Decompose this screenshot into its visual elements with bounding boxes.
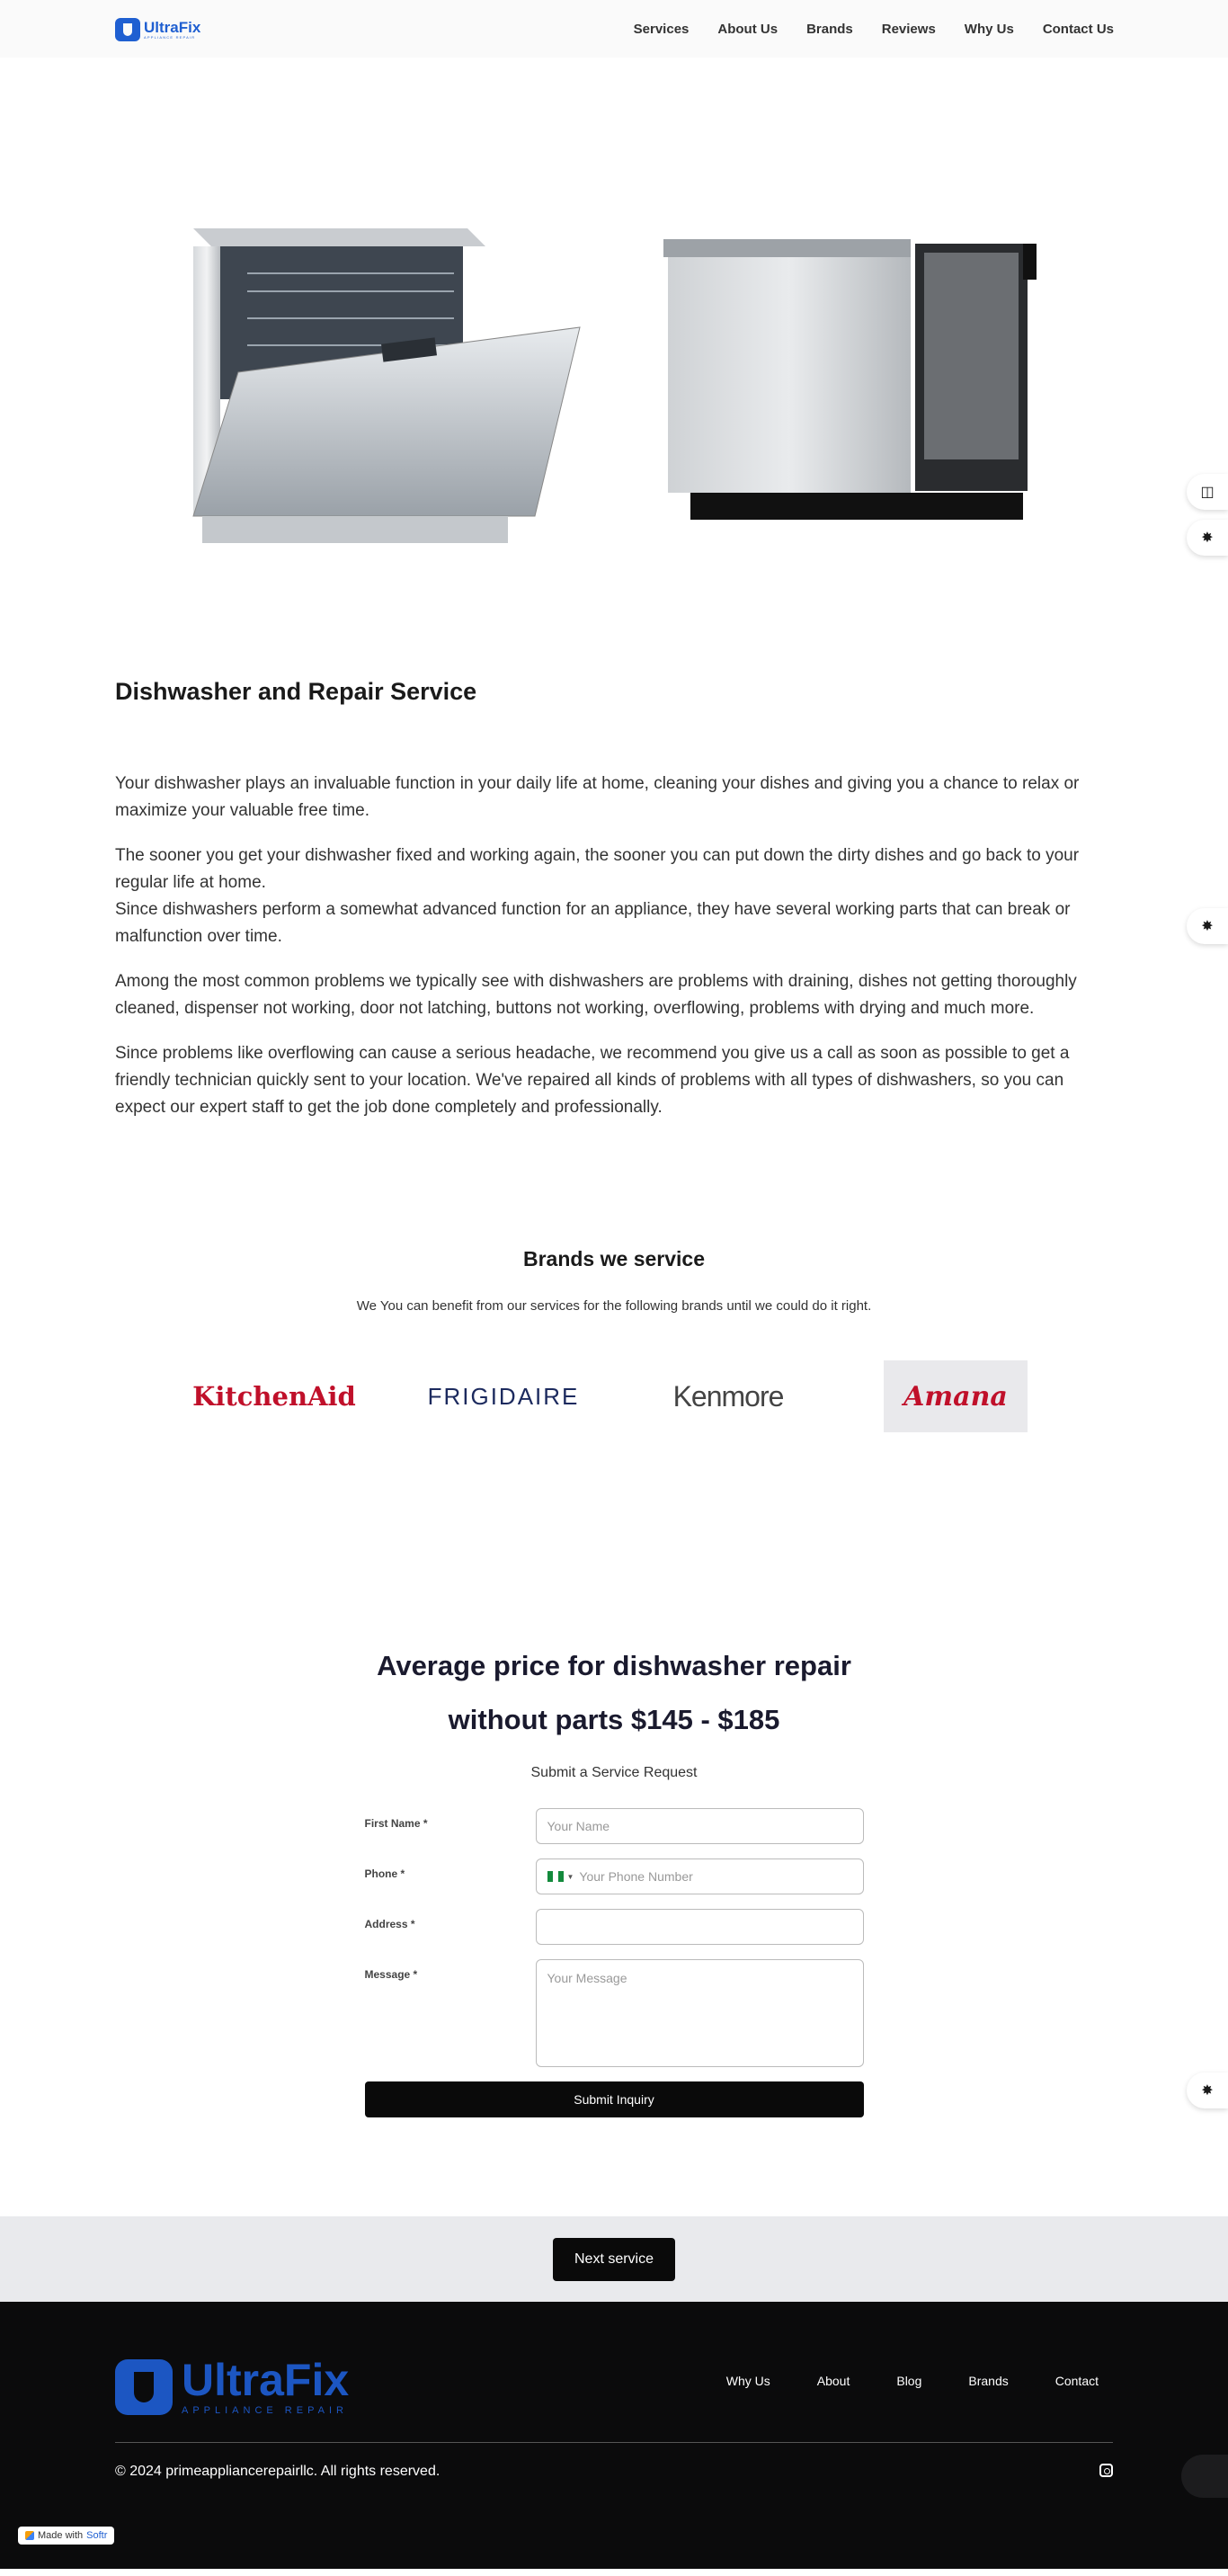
price-heading-line1: Average price for dishwasher repair xyxy=(377,1650,851,1681)
chevron-down-icon[interactable]: ▼ xyxy=(566,1872,574,1881)
brands-subheading: We You can benefit from our services for the following brands until we could do it right. xyxy=(356,1298,872,1314)
address-field[interactable] xyxy=(536,1909,864,1945)
brain-icon: ✸ xyxy=(1201,2083,1214,2099)
footer-divider xyxy=(115,2442,1113,2443)
footer-logo[interactable] xyxy=(115,2355,350,2416)
nav-services[interactable]: Services xyxy=(633,22,690,37)
logo-name: UltraFix xyxy=(144,19,201,36)
paragraph: Since problems like overflowing can cause a serious headache, we recommend you give us a call as soon as possible to get a friendly technician quickly sent to your location. We've repaired all kinds of problems with all types of dishwashers, so you can expect our expert staff to get the job done completely and professionally. xyxy=(115,1044,1070,1117)
next-service-band xyxy=(0,2216,1228,2302)
badge-made-text: Made with xyxy=(38,2530,84,2541)
nav-about-us[interactable]: About Us xyxy=(717,22,779,37)
kitchenaid-logo: KitchenAid xyxy=(192,1381,356,1412)
next-service-button[interactable]: Next service xyxy=(553,2238,675,2281)
brands-heading: Brands we service xyxy=(522,1247,705,1270)
site-logo[interactable] xyxy=(115,18,200,41)
first-name-placeholder: Your Name xyxy=(547,1819,610,1833)
footer-nav-why-us[interactable]: Why Us xyxy=(725,2374,770,2388)
dishwasher-open-image xyxy=(184,219,584,552)
footer-logo-name: UltraFix xyxy=(182,2355,350,2405)
paragraph: Since dishwashers perform a somewhat advanced function for an appliance, they have several working parts that can break or malfunction over time. xyxy=(115,900,1071,946)
service-request-form xyxy=(365,1808,864,2117)
request-title: Submit a Service Request xyxy=(530,1765,698,1780)
nav-reviews[interactable]: Reviews xyxy=(881,22,936,37)
paragraph: Among the most common problems we typically see with dishwashers are problems with draining, dishes not getting thoroughly cleaned, dispenser not working, door not latching, buttons not working, overflowing, problems with drying and much more. xyxy=(115,972,1077,1018)
brain-icon: ✸ xyxy=(1201,919,1214,934)
main-nav xyxy=(634,22,1114,37)
book-icon: ◫ xyxy=(1200,485,1215,500)
phone-label: Phone * xyxy=(364,1867,405,1880)
ai-widget-2[interactable] xyxy=(1187,908,1228,944)
copyright-text: © 2024 primeappliancerepairllc. All rights reserved. xyxy=(115,2464,440,2479)
nav-why-us[interactable]: Why Us xyxy=(964,22,1014,37)
main-content xyxy=(0,678,1228,1121)
paragraph: Your dishwasher plays an invaluable function in your daily life at home, cleaning your dishes and giving you a chance to relax or maximize your valuable free time. xyxy=(115,774,1080,820)
price-heading-line2: without parts $145 - $185 xyxy=(448,1704,780,1735)
first-name-label: First Name * xyxy=(364,1817,428,1830)
logo-mark-icon xyxy=(115,2359,173,2415)
footer-nav-blog[interactable]: Blog xyxy=(896,2374,922,2388)
nav-brands[interactable]: Brands xyxy=(806,22,853,37)
logo-tagline: APPLIANCE REPAIR xyxy=(144,35,196,40)
frigidaire-logo: FRIGIDAIRE xyxy=(427,1382,580,1410)
hero-images xyxy=(0,58,1228,561)
page-title: Dishwasher and Repair Service xyxy=(115,678,477,705)
first-name-field[interactable] xyxy=(536,1808,864,1844)
badge-brand-text: Softr xyxy=(86,2530,108,2541)
widget-ghost-2 xyxy=(1187,1641,1228,1677)
brain-icon: ✸ xyxy=(1201,530,1214,546)
message-label: Message * xyxy=(364,1968,418,1981)
made-with-softr-badge[interactable] xyxy=(18,2527,114,2545)
address-label: Address * xyxy=(364,1918,415,1930)
logo-mark-icon xyxy=(115,18,140,41)
message-field[interactable] xyxy=(536,1959,864,2067)
nigeria-flag-icon[interactable] xyxy=(547,1871,564,1882)
amana-logo: Amana xyxy=(884,1360,1028,1432)
footer-nav-about[interactable]: About xyxy=(816,2374,850,2388)
pricing-section xyxy=(0,1639,1228,2117)
phone-field[interactable] xyxy=(536,1858,864,1894)
nav-contact-us[interactable]: Contact Us xyxy=(1042,22,1114,37)
submit-inquiry-button[interactable]: Submit Inquiry xyxy=(365,2081,864,2117)
footer-nav-brands[interactable]: Brands xyxy=(968,2374,1009,2388)
footer-nav xyxy=(726,2374,1099,2388)
site-header xyxy=(0,0,1228,58)
brand-logos xyxy=(0,1360,1228,1432)
phone-placeholder: Your Phone Number xyxy=(579,1869,693,1884)
widget-ghost xyxy=(1187,1297,1228,1333)
site-footer xyxy=(0,2302,1228,2569)
instagram-icon[interactable] xyxy=(1099,2464,1113,2477)
footer-nav-contact[interactable]: Contact xyxy=(1054,2374,1099,2388)
footer-logo-tagline: APPLIANCE REPAIR xyxy=(182,2405,348,2416)
ai-widget-3[interactable] xyxy=(1187,2072,1228,2108)
kenmore-logo: Kenmore xyxy=(672,1379,784,1413)
widget-ghost-3 xyxy=(1187,1686,1228,1722)
softr-logo-icon xyxy=(25,2531,34,2540)
paragraph: The sooner you get your dishwasher fixed and working again, the sooner you can put down the dirty dishes and go back to your regular life at home. xyxy=(115,846,1080,892)
dishwasher-side-image xyxy=(663,239,1041,525)
description xyxy=(115,771,1113,1121)
chat-widget[interactable] xyxy=(1181,2455,1228,2498)
brands-section xyxy=(0,1247,1228,1432)
message-placeholder: Your Message xyxy=(547,1971,627,1985)
